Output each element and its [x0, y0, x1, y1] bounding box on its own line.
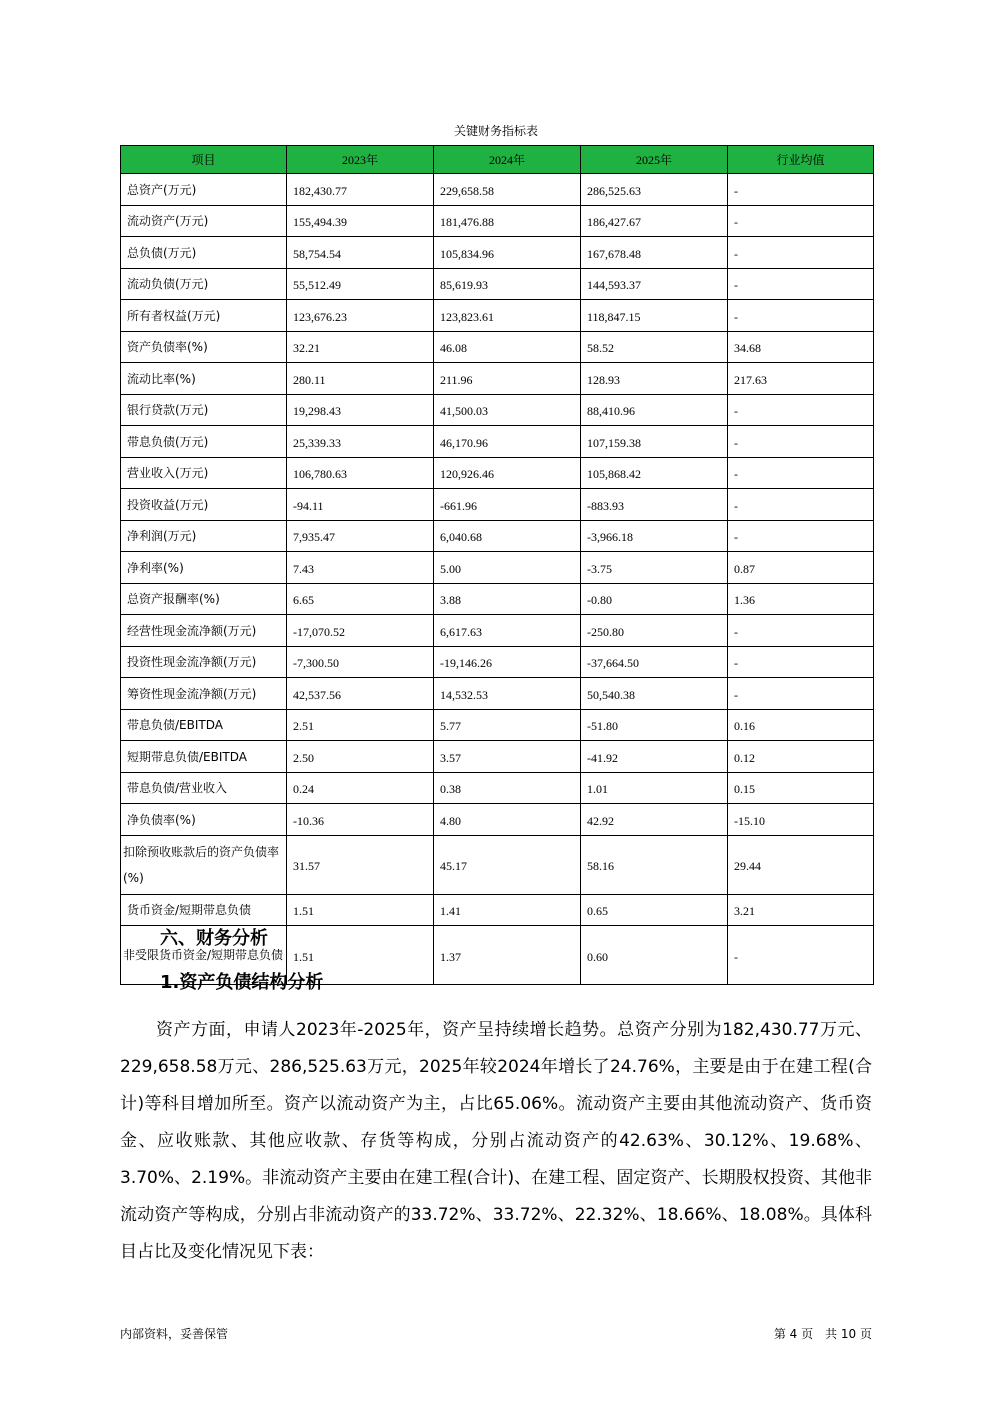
- subsection-title: 1.资产负债结构分析: [160, 972, 324, 993]
- header-2024: 2024年: [434, 146, 581, 174]
- table-row: [121, 678, 874, 710]
- row-value: 46.08: [434, 331, 581, 363]
- row-value: -: [728, 678, 874, 710]
- row-label: 银行贷款(万元): [121, 394, 287, 426]
- row-value: -3,966.18: [581, 520, 728, 552]
- row-label: 总资产报酬率(%): [121, 583, 287, 615]
- row-value: -: [728, 426, 874, 458]
- row-value: 0.15: [728, 772, 874, 804]
- row-value: 6.65: [287, 583, 434, 615]
- row-value: 0.16: [728, 709, 874, 741]
- row-label: 营业收入(万元): [121, 457, 287, 489]
- row-value: 229,658.58: [434, 174, 581, 206]
- row-label: 投资性现金流净额(万元): [121, 646, 287, 678]
- row-value: -0.80: [581, 583, 728, 615]
- table-header-row: [121, 146, 874, 174]
- row-value: 6,617.63: [434, 615, 581, 647]
- table-row: [121, 520, 874, 552]
- header-industry-avg: 行业均值: [728, 146, 874, 174]
- footer-confidential: 内部资料，妥善保管: [120, 1327, 229, 1341]
- row-label: 总资产(万元): [121, 174, 287, 206]
- row-value: 106,780.63: [287, 457, 434, 489]
- table-row: [121, 300, 874, 332]
- row-label: 带息负债(万元): [121, 426, 287, 458]
- row-value: 105,834.96: [434, 237, 581, 269]
- row-value: 58.52: [581, 331, 728, 363]
- row-value: 167,678.48: [581, 237, 728, 269]
- row-value: 0.12: [728, 741, 874, 773]
- analysis-paragraph: 资产方面，申请人2023年-2025年，资产呈持续增长趋势。总资产分别为182,430.77万元、229,658.58万元、286,525.63万元，2025年较2024年增长了24.76%，主要是由于在建工程(合计)等科目增加所至。资产以流动资产为主，占比65.06%。流动资产主要由其他流动资产、货币资金、应收账款、其他应收款、存货等构成，分别占流动资产的42.63%、30.12%、19.68%、3.70%、2.19%。非流动资产主要由在建工程(合计)、在建工程、固定资产、长期股权投资、其他非流动资产等构成，分别占非流动资产的33.72%、33.72%、22.32%、18.66%、18.08%。具体科目占比及变化情况见下表：: [120, 1020, 872, 1262]
- row-value: 58,754.54: [287, 237, 434, 269]
- row-value: -17,070.52: [287, 615, 434, 647]
- row-value: -: [728, 237, 874, 269]
- row-value: 7.43: [287, 552, 434, 584]
- row-value: 50,540.38: [581, 678, 728, 710]
- row-value: 182,430.77: [287, 174, 434, 206]
- row-value: 2.50: [287, 741, 434, 773]
- row-value: 128.93: [581, 363, 728, 395]
- row-value: -: [728, 646, 874, 678]
- table-row: [121, 237, 874, 269]
- row-value: -15.10: [728, 804, 874, 836]
- row-value: 155,494.39: [287, 205, 434, 237]
- table-row: [121, 741, 874, 773]
- row-value: -883.93: [581, 489, 728, 521]
- table-row: [121, 894, 874, 926]
- header-2023: 2023年: [287, 146, 434, 174]
- row-label: 筹资性现金流净额(万元): [121, 678, 287, 710]
- row-value: 5.77: [434, 709, 581, 741]
- row-value: -10.36: [287, 804, 434, 836]
- row-label: 流动负债(万元): [121, 268, 287, 300]
- row-value: 34.68: [728, 331, 874, 363]
- row-value: 0.60: [581, 926, 728, 985]
- row-value: -: [728, 457, 874, 489]
- table-row: [121, 268, 874, 300]
- row-value: 5.00: [434, 552, 581, 584]
- row-value: 41,500.03: [434, 394, 581, 426]
- row-label: 流动资产(万元): [121, 205, 287, 237]
- financial-indicators-table: [120, 145, 874, 985]
- row-value: 211.96: [434, 363, 581, 395]
- row-value: 45.17: [434, 835, 581, 894]
- row-value: 3.57: [434, 741, 581, 773]
- row-value: 1.01: [581, 772, 728, 804]
- table-row: [121, 615, 874, 647]
- row-value: -: [728, 268, 874, 300]
- table-row: [121, 646, 874, 678]
- row-value: -: [728, 205, 874, 237]
- row-value: 4.80: [434, 804, 581, 836]
- row-label: 净负债率(%): [121, 804, 287, 836]
- row-value: -51.80: [581, 709, 728, 741]
- row-label: 资产负债率(%): [121, 331, 287, 363]
- header-item: 项目: [121, 146, 287, 174]
- table-row: [121, 835, 874, 894]
- row-value: 1.51: [287, 926, 434, 985]
- row-value: 32.21: [287, 331, 434, 363]
- row-label: 货币资金/短期带息负债: [121, 894, 287, 926]
- row-value: 58.16: [581, 835, 728, 894]
- row-value: 2.51: [287, 709, 434, 741]
- table-row: [121, 772, 874, 804]
- row-value: 118,847.15: [581, 300, 728, 332]
- table-row: [121, 363, 874, 395]
- row-value: 31.57: [287, 835, 434, 894]
- row-value: 286,525.63: [581, 174, 728, 206]
- row-label: 流动比率(%): [121, 363, 287, 395]
- row-value: -661.96: [434, 489, 581, 521]
- row-value: 0.65: [581, 894, 728, 926]
- row-value: 1.51: [287, 894, 434, 926]
- row-value: -: [728, 615, 874, 647]
- section-title: 六、财务分析: [160, 928, 268, 949]
- row-label: 带息负债/营业收入: [121, 772, 287, 804]
- row-value: 85,619.93: [434, 268, 581, 300]
- row-value: 3.21: [728, 894, 874, 926]
- row-value: -19,146.26: [434, 646, 581, 678]
- row-value: 46,170.96: [434, 426, 581, 458]
- row-value: -37,664.50: [581, 646, 728, 678]
- table-row: [121, 489, 874, 521]
- row-label: 扣除预收账款后的资产负债率(%): [121, 835, 287, 894]
- row-value: 0.87: [728, 552, 874, 584]
- row-label: 投资收益(万元): [121, 489, 287, 521]
- row-value: 19,298.43: [287, 394, 434, 426]
- row-value: 1.36: [728, 583, 874, 615]
- row-label: 净利率(%): [121, 552, 287, 584]
- footer-page-number: 第 4 页 共 10 页: [773, 1327, 872, 1341]
- row-value: -7,300.50: [287, 646, 434, 678]
- row-label: 所有者权益(万元): [121, 300, 287, 332]
- row-value: 3.88: [434, 583, 581, 615]
- row-label: 非受限货币资金/短期带息负债: [121, 926, 287, 985]
- row-value: 144,593.37: [581, 268, 728, 300]
- row-value: 88,410.96: [581, 394, 728, 426]
- table-row: [121, 205, 874, 237]
- table-row: [121, 552, 874, 584]
- row-value: 0.38: [434, 772, 581, 804]
- row-value: -: [728, 489, 874, 521]
- row-value: 25,339.33: [287, 426, 434, 458]
- row-value: -94.11: [287, 489, 434, 521]
- table-row: [121, 426, 874, 458]
- row-label: 净利润(万元): [121, 520, 287, 552]
- row-value: -41.92: [581, 741, 728, 773]
- row-value: -: [728, 394, 874, 426]
- row-value: -3.75: [581, 552, 728, 584]
- row-value: 29.44: [728, 835, 874, 894]
- row-value: -: [728, 520, 874, 552]
- table-row: [121, 709, 874, 741]
- row-value: 0.24: [287, 772, 434, 804]
- row-value: 42.92: [581, 804, 728, 836]
- row-value: 105,868.42: [581, 457, 728, 489]
- row-value: -250.80: [581, 615, 728, 647]
- table-row: [121, 394, 874, 426]
- row-value: 217.63: [728, 363, 874, 395]
- row-label: 带息负债/EBITDA: [121, 709, 287, 741]
- row-value: 6,040.68: [434, 520, 581, 552]
- row-value: 123,676.23: [287, 300, 434, 332]
- row-value: 14,532.53: [434, 678, 581, 710]
- table-row: [121, 331, 874, 363]
- row-value: -: [728, 926, 874, 985]
- row-value: 1.41: [434, 894, 581, 926]
- row-value: 107,159.38: [581, 426, 728, 458]
- row-value: -: [728, 300, 874, 332]
- row-label: 短期带息负债/EBITDA: [121, 741, 287, 773]
- row-value: 1.37: [434, 926, 581, 985]
- row-label: 经营性现金流净额(万元): [121, 615, 287, 647]
- table-row: [121, 174, 874, 206]
- row-value: 181,476.88: [434, 205, 581, 237]
- row-value: -: [728, 174, 874, 206]
- row-value: 42,537.56: [287, 678, 434, 710]
- row-value: 120,926.46: [434, 457, 581, 489]
- row-value: 123,823.61: [434, 300, 581, 332]
- header-2025: 2025年: [581, 146, 728, 174]
- row-value: 55,512.49: [287, 268, 434, 300]
- table-row: [121, 457, 874, 489]
- table-row: [121, 583, 874, 615]
- row-value: 186,427.67: [581, 205, 728, 237]
- table-caption: 关键财务指标表: [453, 124, 538, 138]
- row-label: 总负债(万元): [121, 237, 287, 269]
- table-row: [121, 804, 874, 836]
- row-value: 280.11: [287, 363, 434, 395]
- row-value: 7,935.47: [287, 520, 434, 552]
